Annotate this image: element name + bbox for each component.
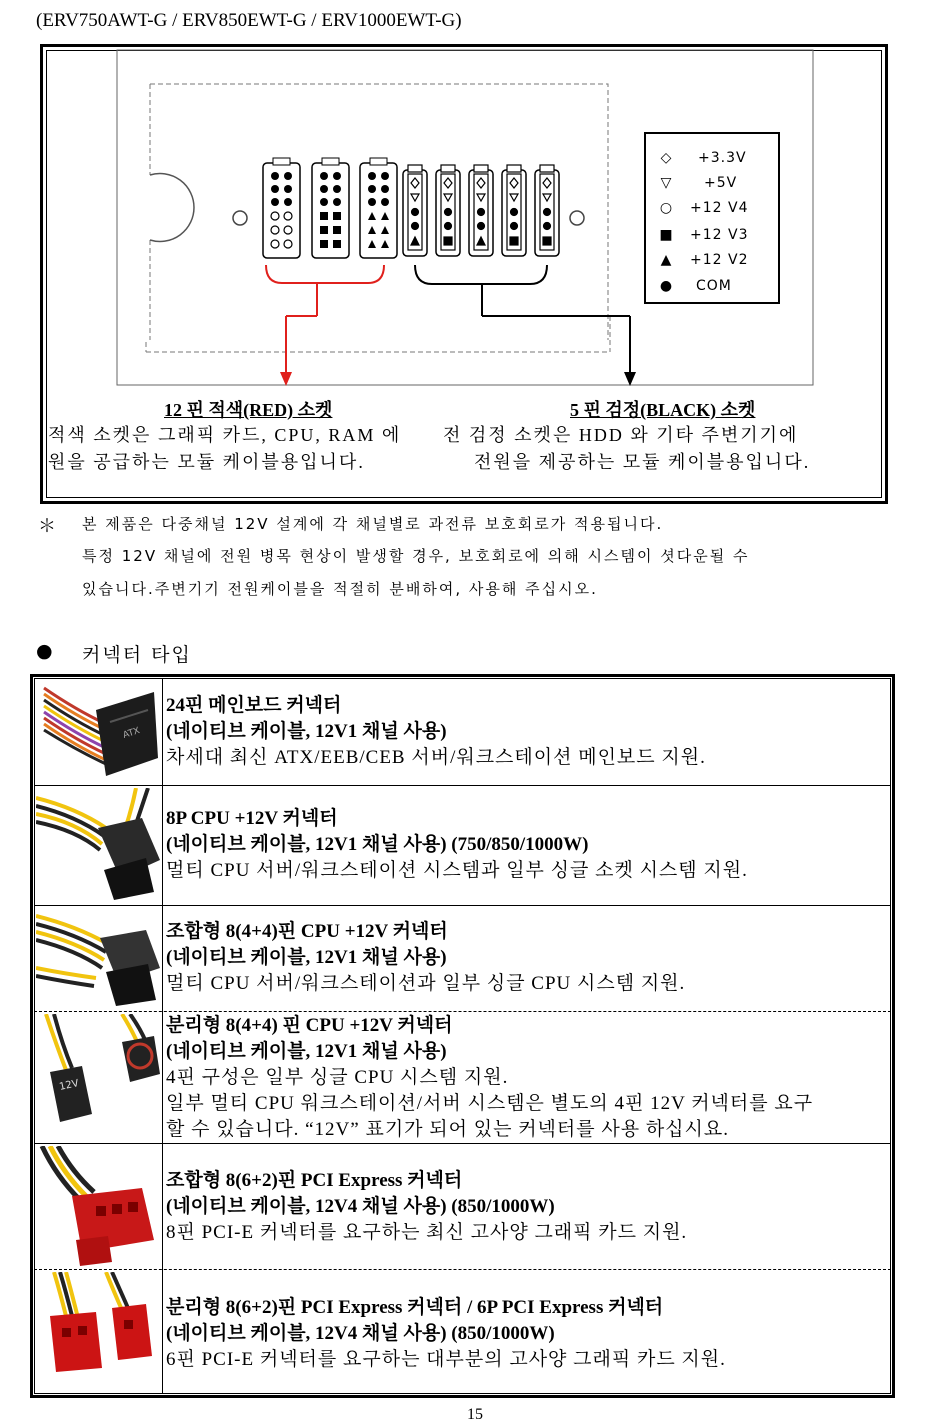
panel-dashed-bottom bbox=[146, 316, 610, 352]
socket-5pin-5 bbox=[535, 165, 559, 256]
cpu-split-4plus4-image bbox=[36, 1014, 160, 1140]
row-divider-dashed bbox=[34, 1011, 891, 1012]
connector-subtitle: (네이티브 케이블, 12V4 채널 사용) (850/1000W) bbox=[166, 1323, 555, 1344]
connector-subtitle: (네이티브 케이블, 12V1 채널 사용) bbox=[166, 721, 447, 742]
screw-hole-right bbox=[570, 211, 584, 225]
connector-row-cpu-8pin bbox=[166, 806, 748, 884]
connector-desc: 일부 멀티 CPU 워크스테이션/서버 시스템은 별도의 4핀 12V 커넥터를 요구 bbox=[166, 1093, 814, 1114]
black-socket-title: 5 핀 검정(BLACK) 소켓 bbox=[570, 400, 756, 420]
connector-row-cpu-4plus4 bbox=[166, 919, 685, 997]
connector-subtitle: (네이티브 케이블, 12V4 채널 사용) (850/1000W) bbox=[166, 1196, 555, 1217]
black-bracket bbox=[415, 265, 547, 284]
section-bullet-icon: ● bbox=[36, 640, 55, 662]
connector-title: 조합형 8(6+2)핀 PCI Express 커넥터 bbox=[166, 1170, 463, 1191]
connector-row-pcie-split bbox=[166, 1295, 726, 1373]
black-arrow-icon bbox=[624, 372, 636, 386]
row-divider bbox=[34, 905, 891, 906]
panel-notch bbox=[150, 174, 194, 242]
connector-title: 24핀 메인보드 커넥터 bbox=[166, 695, 342, 716]
red-bracket bbox=[266, 265, 384, 283]
pcie-6plus2-image bbox=[36, 1146, 160, 1266]
cpu-8pin-image bbox=[36, 788, 160, 902]
legend-label: +12 V2 bbox=[690, 252, 749, 268]
connector-desc: 8핀 PCI-E 커넥터를 요구하는 최신 고사양 그래픽 카드 지원. bbox=[166, 1222, 688, 1243]
socket-5pin-4 bbox=[502, 165, 526, 256]
socket-5pin-3 bbox=[469, 165, 493, 256]
legend-label: +12 V3 bbox=[690, 227, 749, 243]
connector-title: 분리형 8(4+4) 핀 CPU +12V 커넥터 bbox=[166, 1015, 453, 1036]
panel-dashed-outline bbox=[150, 84, 608, 340]
connector-subtitle: (네이티브 케이블, 12V1 채널 사용) bbox=[166, 947, 447, 968]
atx-24pin-image bbox=[36, 680, 160, 784]
atx-marking: ATX bbox=[121, 726, 142, 741]
connector-subtitle: (네이티브 케이블, 12V1 채널 사용) (750/850/1000W) bbox=[166, 834, 589, 855]
connector-desc: 멀티 CPU 서버/워크스테이션 시스템과 일부 싱글 소켓 시스템 지원. bbox=[166, 860, 748, 881]
red-socket-desc-1: 적색 소켓은 그래픽 카드, CPU, RAM 에 bbox=[48, 425, 402, 445]
circle-icon: ○ bbox=[659, 200, 673, 216]
filled-circle-icon: ● bbox=[659, 278, 673, 294]
connector-row-24pin bbox=[166, 693, 706, 771]
note-line-3: 있습니다.주변기기 전원케이블을 적절히 분배하여, 사용해 주십시오. bbox=[82, 580, 598, 598]
row-divider bbox=[34, 785, 891, 786]
row-divider-dashed bbox=[34, 1269, 891, 1270]
legend-row bbox=[656, 278, 774, 300]
connector-subtitle: (네이티브 케이블, 12V1 채널 사용) bbox=[166, 1041, 447, 1062]
connector-row-cpu-split bbox=[166, 1013, 813, 1143]
socket-12pin-1 bbox=[263, 158, 300, 258]
connector-title: 8P CPU +12V 커넥터 bbox=[166, 808, 338, 829]
screw-hole-left bbox=[233, 211, 247, 225]
section-title: 커넥터 타입 bbox=[82, 644, 192, 666]
connector-desc: 할 수 있습니다. “12V” 표기가 되어 있는 커넥터를 사용 하십시요. bbox=[166, 1119, 729, 1140]
legend-label: +12 V4 bbox=[690, 200, 749, 216]
legend-row bbox=[656, 175, 774, 197]
connector-title: 분리형 8(6+2)핀 PCI Express 커넥터 / 6P PCI Express 커넥터 bbox=[166, 1297, 664, 1318]
connector-desc: 4핀 구성은 일부 싱글 CPU 시스템 지원. bbox=[166, 1067, 509, 1088]
note-marker: ＊ bbox=[38, 516, 58, 537]
legend-row bbox=[656, 200, 774, 222]
connector-desc: 6핀 PCI-E 커넥터를 요구하는 대부분의 고사양 그래픽 카드 지원. bbox=[166, 1349, 726, 1370]
connector-title: 조합형 8(4+4)핀 CPU +12V 커넥터 bbox=[166, 921, 448, 942]
square-icon: ■ bbox=[659, 227, 673, 243]
legend-label: COM bbox=[696, 278, 732, 294]
red-socket-desc-2: 원을 공급하는 모듈 케이블용입니다. bbox=[48, 452, 365, 472]
socket-12pin-3 bbox=[360, 158, 397, 258]
diamond-icon: ◇ bbox=[660, 150, 672, 166]
cpu-4plus4-image bbox=[36, 908, 160, 1008]
connector-desc: 멀티 CPU 서버/워크스테이션과 일부 싱글 CPU 시스템 지원. bbox=[166, 973, 686, 994]
plug-12v-label: 12V bbox=[58, 1078, 80, 1093]
red-arrow-icon bbox=[280, 372, 292, 386]
triangle-down-icon: ▽ bbox=[660, 175, 672, 191]
black-socket-desc-2: 전원을 제공하는 모듈 케이블용입니다. bbox=[474, 452, 811, 472]
red-socket-title: 12 핀 적색(RED) 소켓 bbox=[164, 400, 333, 420]
socket-5pin-2 bbox=[436, 165, 460, 256]
legend-row bbox=[656, 227, 774, 249]
socket-12pin-2 bbox=[312, 158, 349, 258]
model-header: (ERV750AWT-G / ERV850EWT-G / ERV1000EWT-G) bbox=[36, 10, 462, 31]
voltage-legend bbox=[644, 132, 780, 304]
black-socket-desc-1: 전 검정 소켓은 HDD 와 기타 주변기기에 bbox=[443, 425, 799, 445]
note-line-2: 특정 12V 채널에 전원 병목 현상이 발생할 경우, 보호회로에 의해 시스템이 셧다운될 수 bbox=[82, 547, 750, 565]
connector-desc: 차세대 최신 ATX/EEB/CEB 서버/워크스테이션 메인보드 지원. bbox=[166, 747, 706, 768]
legend-label: +3.3V bbox=[698, 150, 747, 166]
legend-row bbox=[656, 150, 774, 172]
connector-row-pcie-6plus2 bbox=[166, 1168, 687, 1246]
legend-row bbox=[656, 252, 774, 274]
triangle-up-icon: ▲ bbox=[660, 252, 672, 268]
row-divider bbox=[34, 1143, 891, 1144]
note-line-1: 본 제품은 다중채널 12V 설계에 각 채널별로 과전류 보호회로가 적용됩니다. bbox=[82, 515, 664, 533]
socket-5pin-1 bbox=[403, 165, 427, 256]
pcie-split-6plus2-image bbox=[36, 1272, 160, 1394]
legend-label: +5V bbox=[704, 175, 738, 191]
page-number: 15 bbox=[467, 1406, 483, 1423]
